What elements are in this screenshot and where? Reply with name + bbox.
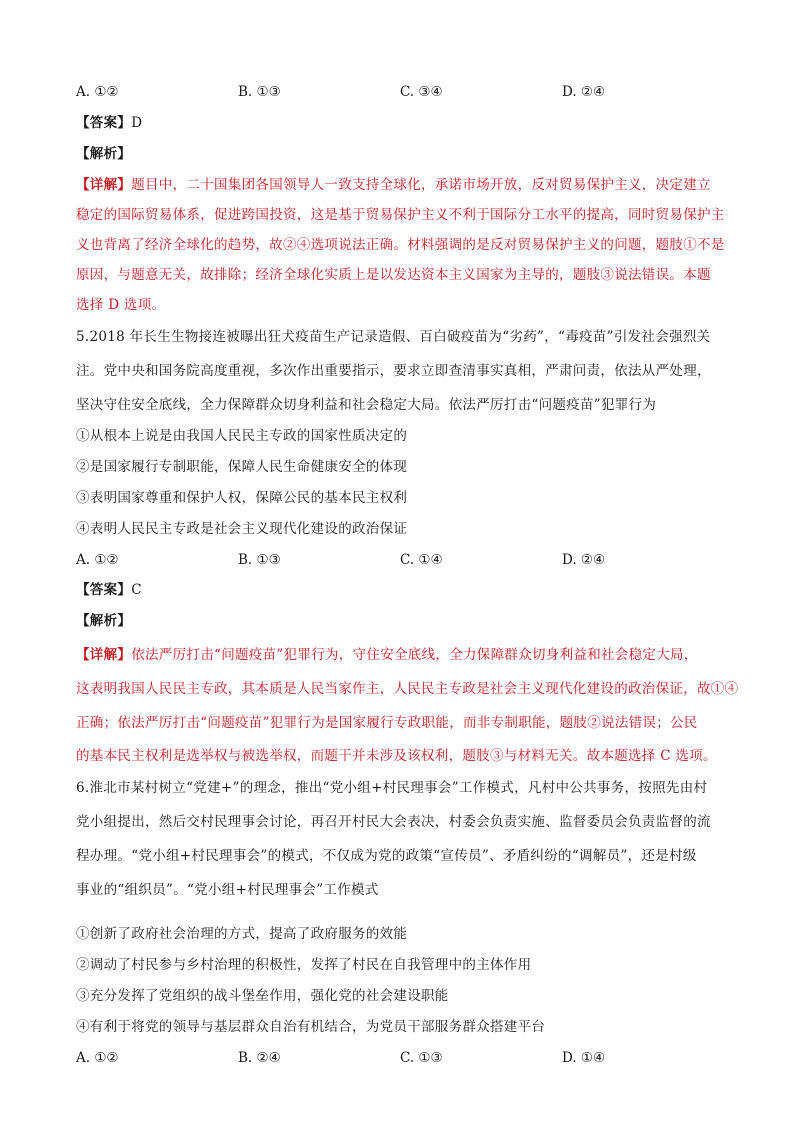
q6-statement: ①创新了政府社会治理的方式，提高了政府服务的效能 [76, 926, 408, 942]
q4-analysis-label: 【解析】 [76, 146, 132, 162]
q6-option-a: A. ①② [76, 1050, 119, 1066]
answer-label: 【答案】 [76, 115, 132, 131]
q5-analysis-label: 【解析】 [76, 613, 132, 629]
detail-label: 【详解】 [76, 647, 132, 663]
q4-option-c: C. ③④ [400, 84, 443, 100]
q6-stem-line: 程办理。“党小组+村民理事会”的模式，不仅成为党的政策“宣传员”、矛盾纠纷的“调解员”，还是村级 [76, 848, 697, 864]
q6-stem-line: 6.淮北市某村树立“党建+”的理念，推出“党小组+村民理事会”工作模式，凡村中公共事务，按照先由村 [76, 780, 708, 796]
q6-option-c: C. ①③ [400, 1050, 443, 1066]
q5-option-b: B. ①③ [238, 552, 281, 568]
q5-answer [76, 580, 142, 600]
q5-option-a: A. ①② [76, 552, 119, 568]
q6-option-b: B. ②④ [238, 1050, 281, 1066]
q6-statement: ②调动了村民参与乡村治理的积极性，发挥了村民在自我管理中的主体作用 [76, 957, 532, 973]
q4-answer [76, 113, 142, 133]
q5-statement: ③表明国家尊重和保护人权，保障公民的基本民主权利 [76, 490, 408, 506]
q4-detail-line: 选择 D 选项。 [76, 297, 166, 313]
q4-option-a: A. ①② [76, 84, 119, 100]
q5-statement: ①从根本上说是由我国人民民主专政的国家性质决定的 [76, 428, 408, 444]
answer-label: 【答案】 [76, 582, 132, 598]
answer-value: D [131, 115, 143, 131]
q5-detail-line: 正确；依法严厉打击“问题疫苗”犯罪行为是国家履行专政职能，而非专制职能，题肢②说法错误；公民 [76, 715, 698, 731]
q5-detail-line: 的基本民主权利是选举权与被选举权，而题干并未涉及该权利，题肢③与材料无关。故本题选择 C 选项。 [76, 748, 717, 764]
q4-detail-line: 【详解】题目中，二十国集团各国领导人一致支持全球化，承诺市场开放，反对贸易保护主义，决定建立 [76, 177, 711, 193]
q5-option-d: D. ②④ [562, 552, 606, 568]
q6-statement: ③充分发挥了党组织的战斗堡垒作用，强化党的社会建设职能 [76, 988, 449, 1004]
q4-option-b: B. ①③ [238, 84, 281, 100]
q6-stem-line: 党小组提出，然后交村民理事会讨论，再召开村民大会表决，村委会负责实施、监督委员会负责监督的流 [76, 814, 711, 830]
q5-statement: ④表明人民民主专政是社会主义现代化建设的政治保证 [76, 521, 408, 537]
q5-option-c: C. ①④ [400, 552, 443, 568]
detail-label: 【详解】 [76, 177, 132, 193]
q4-detail-line: 稳定的国际贸易体系，促进跨国投资，这是基于贸易保护主义不利于国际分工水平的提高，同时贸易保护主 [76, 207, 725, 223]
q5-detail-line: 这表明我国人民民主专政，其本质是人民当家作主，人民民主专政是社会主义现代化建设的政治保证，故①④ [76, 681, 739, 697]
q4-detail-line: 原因，与题意无关，故排除；经济全球化实质上是以发达资本主义国家为主导的，题肢③说法错误。本题 [76, 267, 711, 283]
q4-option-d: D. ②④ [562, 84, 606, 100]
q6-stem-line: 事业的“组织员”。“党小组+村民理事会”工作模式 [76, 882, 379, 898]
q6-option-d: D. ①④ [562, 1050, 606, 1066]
q5-stem-line: 坚决守住安全底线，全力保障群众切身利益和社会稳定大局。依法严厉打击“问题疫苗”犯罪行为 [76, 397, 657, 413]
q6-statement: ④有利于将党的领导与基层群众自治有机结合，为党员干部服务群众搭建平台 [76, 1019, 546, 1035]
answer-value: C [131, 582, 142, 598]
q5-detail-line: 【详解】依法严厉打击“问题疫苗”犯罪行为，守住安全底线，全力保障群众切身利益和社会稳定大局， [76, 647, 698, 663]
q5-statement: ②是国家履行专制职能，保障人民生命健康安全的体现 [76, 459, 408, 475]
q4-detail-line: 义也背离了经济全球化的趋势，故②④选项说法正确。材料强调的是反对贸易保护主义的问题，题肢①不是 [76, 237, 725, 253]
q5-stem-line: 注。党中央和国务院高度重视，多次作出重要指示，要求立即查清事实真相，严肃问责，依法从严处理， [76, 363, 711, 379]
q5-stem-line: 5.2018 年长生生物接连被曝出狂犬疫苗生产记录造假、百白破疫苗为“劣药”，“毒疫苗”引发社会强烈关 [76, 329, 711, 345]
